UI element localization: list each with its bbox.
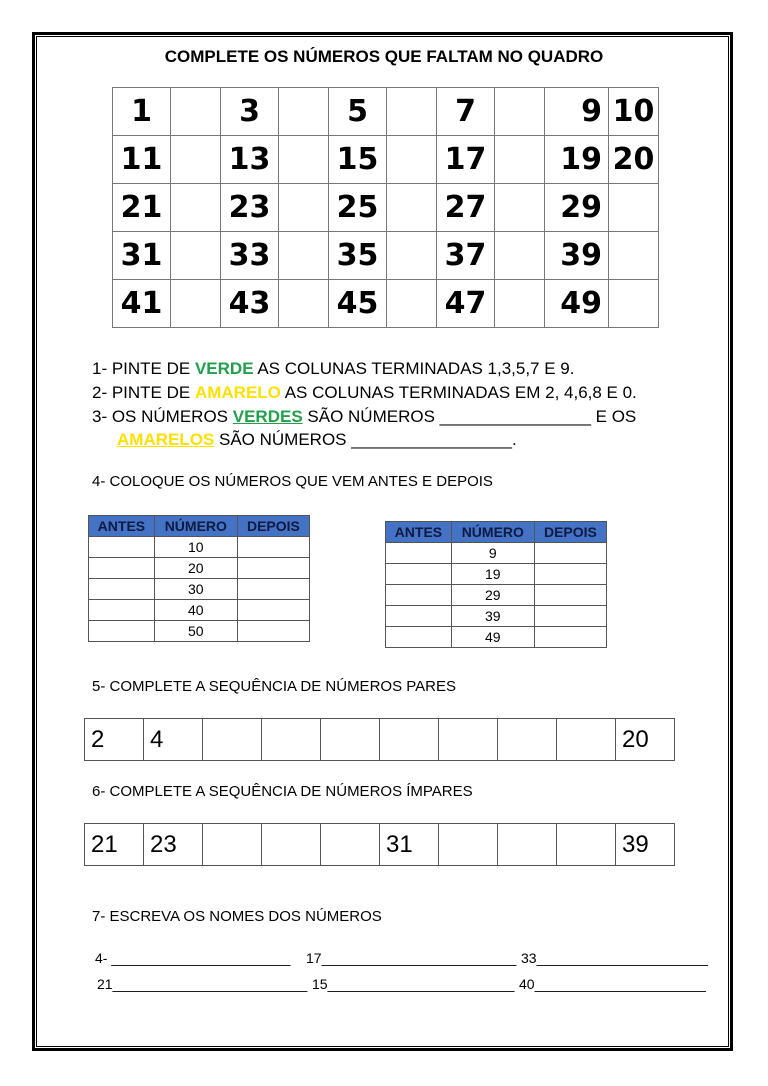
grid-cell: 37 (437, 232, 495, 280)
question-7: 7- ESCREVA OS NOMES DOS NÚMEROS (92, 908, 382, 925)
grid-cell-empty[interactable] (279, 184, 329, 232)
grid-cell: 15 (329, 136, 387, 184)
grid-cell-empty[interactable] (279, 88, 329, 136)
q2-post: AS COLUNAS TERMINADAS EM 2, 4,6,8 E 0. (280, 383, 637, 402)
grid-cell-empty[interactable] (171, 232, 221, 280)
q1-post: AS COLUNAS TERMINADAS 1,3,5,7 E 9. (253, 359, 575, 378)
depois-cell[interactable] (237, 558, 309, 579)
sequence-cell-empty[interactable] (321, 719, 380, 761)
q3-post: SÃO NÚMEROS ________________ E OS (302, 407, 637, 426)
grid-cell-empty[interactable] (171, 136, 221, 184)
depois-cell[interactable] (534, 564, 606, 585)
sequence-cell-empty[interactable] (557, 824, 616, 866)
question-4: 4- COLOQUE OS NÚMEROS QUE VEM ANTES E DEPOIS (92, 473, 493, 490)
grid-cell-empty[interactable] (609, 184, 659, 232)
grid-cell-empty[interactable] (495, 184, 545, 232)
sequence-cell-empty[interactable] (203, 824, 262, 866)
numero-cell: 19 (451, 564, 534, 585)
grid-cell-empty[interactable] (279, 136, 329, 184)
grid-cell-empty[interactable] (387, 184, 437, 232)
grid-cell: 19 (545, 136, 609, 184)
grid-cell: 13 (221, 136, 279, 184)
sequence-cell-empty[interactable] (321, 824, 380, 866)
grid-cell: 47 (437, 280, 495, 328)
names-row-2-col-2[interactable]: 15________________________ (312, 976, 515, 992)
q3-color-word-2: AMARELOS (117, 430, 215, 449)
names-row-1-col-2[interactable]: 17_________________________ (306, 950, 517, 966)
numero-cell: 9 (451, 543, 534, 564)
grid-cell-empty[interactable] (495, 232, 545, 280)
sequence-cell: 23 (144, 824, 203, 866)
table-header: DEPOIS (534, 522, 606, 543)
numero-cell: 50 (154, 621, 237, 642)
depois-cell[interactable] (534, 585, 606, 606)
antes-cell[interactable] (89, 579, 155, 600)
grid-cell: 39 (545, 232, 609, 280)
table-header: ANTES (386, 522, 452, 543)
numero-cell: 20 (154, 558, 237, 579)
grid-cell-empty[interactable] (171, 184, 221, 232)
sequence-cell-empty[interactable] (203, 719, 262, 761)
sequence-odd (84, 823, 675, 866)
grid-cell: 20 (609, 136, 659, 184)
antes-cell[interactable] (89, 600, 155, 621)
numero-cell: 40 (154, 600, 237, 621)
grid-cell-empty[interactable] (495, 136, 545, 184)
grid-cell: 25 (329, 184, 387, 232)
sequence-even (84, 718, 675, 761)
question-5: 5- COMPLETE A SEQUÊNCIA DE NÚMEROS PARES (92, 678, 456, 695)
question-3 (92, 405, 636, 451)
grid-cell-empty[interactable] (495, 280, 545, 328)
depois-cell[interactable] (237, 621, 309, 642)
names-row-1-col-3[interactable]: 33______________________ (521, 950, 708, 966)
grid-cell-empty[interactable] (387, 232, 437, 280)
grid-cell: 23 (221, 184, 279, 232)
grid-cell: 41 (113, 280, 171, 328)
grid-cell-empty[interactable] (387, 280, 437, 328)
antes-cell[interactable] (386, 564, 452, 585)
q2-pre: 2- PINTE DE (92, 383, 195, 402)
page-title: COMPLETE OS NÚMEROS QUE FALTAM NO QUADRO (164, 47, 604, 66)
grid-cell: 3 (221, 88, 279, 136)
question-6: 6- COMPLETE A SEQUÊNCIA DE NÚMEROS ÍMPARES (92, 783, 473, 800)
grid-cell: 27 (437, 184, 495, 232)
q3-pre: 3- OS NÚMEROS (92, 407, 233, 426)
depois-cell[interactable] (534, 606, 606, 627)
numero-cell: 49 (451, 627, 534, 648)
numero-cell: 10 (154, 537, 237, 558)
table-header: DEPOIS (237, 516, 309, 537)
antes-cell[interactable] (89, 537, 155, 558)
table-before-after-left (88, 515, 310, 642)
grid-cell-empty[interactable] (279, 280, 329, 328)
sequence-cell-empty[interactable] (498, 824, 557, 866)
question-1 (92, 357, 574, 380)
grid-cell: 29 (545, 184, 609, 232)
antes-cell[interactable] (89, 621, 155, 642)
depois-cell[interactable] (534, 543, 606, 564)
grid-cell: 9 (545, 88, 609, 136)
grid-cell-empty[interactable] (609, 280, 659, 328)
sequence-cell: 20 (616, 719, 675, 761)
table-header: ANTES (89, 516, 155, 537)
grid-cell: 10 (609, 88, 659, 136)
grid-cell-empty[interactable] (171, 280, 221, 328)
sequence-cell: 4 (144, 719, 203, 761)
numero-cell: 30 (154, 579, 237, 600)
grid-cell: 49 (545, 280, 609, 328)
antes-cell[interactable] (89, 558, 155, 579)
grid-cell: 45 (329, 280, 387, 328)
sequence-cell-empty[interactable] (262, 719, 321, 761)
q3-post-2: SÃO NÚMEROS _________________. (214, 430, 517, 449)
names-row-2-col-1[interactable]: 21_________________________ (97, 976, 308, 992)
grid-cell: 1 (113, 88, 171, 136)
numero-cell: 39 (451, 606, 534, 627)
depois-cell[interactable] (237, 579, 309, 600)
sequence-cell: 39 (616, 824, 675, 866)
grid-cell: 11 (113, 136, 171, 184)
grid-cell: 17 (437, 136, 495, 184)
depois-cell[interactable] (534, 627, 606, 648)
sequence-cell-empty[interactable] (498, 719, 557, 761)
q1-color-word: VERDE (194, 359, 254, 378)
depois-cell[interactable] (237, 600, 309, 621)
grid-cell-empty[interactable] (387, 136, 437, 184)
grid-cell: 43 (221, 280, 279, 328)
numero-cell: 29 (451, 585, 534, 606)
grid-cell-empty[interactable] (279, 232, 329, 280)
q3-color-word: VERDES (232, 407, 303, 426)
grid-cell: 7 (437, 88, 495, 136)
grid-cell: 33 (221, 232, 279, 280)
grid-cell: 5 (329, 88, 387, 136)
sequence-cell-empty[interactable] (557, 719, 616, 761)
antes-cell[interactable] (386, 627, 452, 648)
grid-cell-empty[interactable] (387, 88, 437, 136)
antes-cell[interactable] (386, 606, 452, 627)
sequence-cell: 21 (85, 824, 144, 866)
sequence-cell-empty[interactable] (380, 719, 439, 761)
sequence-cell-empty[interactable] (439, 719, 498, 761)
antes-cell[interactable] (386, 543, 452, 564)
grid-cell-empty[interactable] (495, 88, 545, 136)
grid-cell-empty[interactable] (609, 232, 659, 280)
grid-cell-empty[interactable] (171, 88, 221, 136)
q1-pre: 1- PINTE DE (92, 359, 195, 378)
names-row-2-col-3[interactable]: 40______________________ (519, 976, 706, 992)
table-header: NÚMERO (451, 522, 534, 543)
number-grid (112, 87, 659, 328)
q2-color-word: AMARELO (194, 383, 281, 402)
grid-cell: 21 (113, 184, 171, 232)
sequence-cell-empty[interactable] (439, 824, 498, 866)
antes-cell[interactable] (386, 585, 452, 606)
sequence-cell: 31 (380, 824, 439, 866)
names-row-1-col-1[interactable]: 4- _______________________ (95, 950, 291, 966)
question-2 (92, 381, 637, 404)
sequence-cell: 2 (85, 719, 144, 761)
grid-cell: 35 (329, 232, 387, 280)
table-before-after-right (385, 521, 607, 648)
table-header: NÚMERO (154, 516, 237, 537)
grid-cell: 31 (113, 232, 171, 280)
depois-cell[interactable] (237, 537, 309, 558)
sequence-cell-empty[interactable] (262, 824, 321, 866)
